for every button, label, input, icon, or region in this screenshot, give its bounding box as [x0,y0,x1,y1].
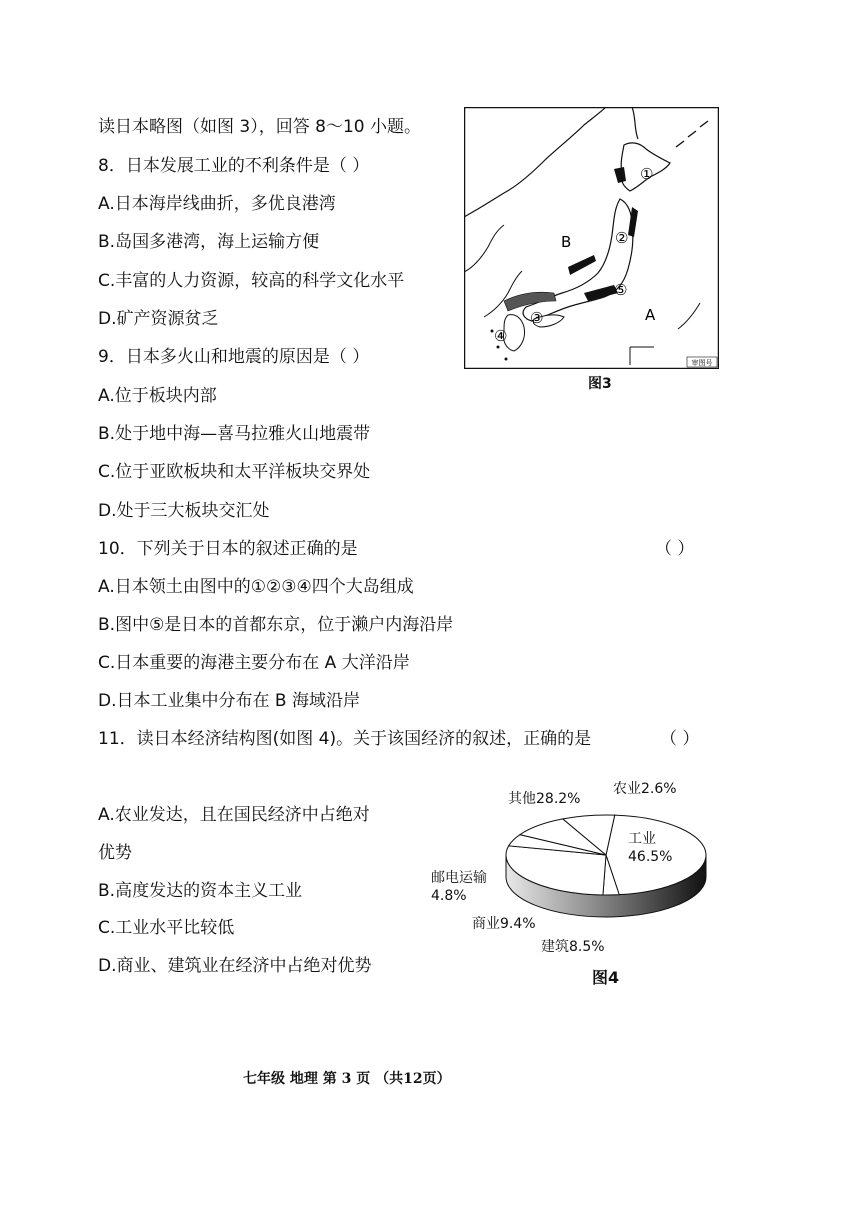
intro-text: 读日本略图（如图 3），回答 8～10 小题。 [98,117,421,137]
small-island [505,358,508,361]
question-11-answer-paren: （ ） [660,729,700,749]
question-10-option-c: C.日本重要的海港主要分布在 A 大洋沿岸 [98,653,410,673]
map-label-b: B [561,233,572,251]
question-10-option-d: D.日本工业集中分布在 B 海域沿岸 [98,691,360,711]
pie-label-industry-name: 工业 [628,831,656,847]
pie-label-agriculture: 农业2.6% [613,781,677,797]
pie-caption: 图4 [592,968,620,987]
map-label-a: A [645,306,656,324]
question-11-stem: 11．读日本经济结构图(如图 4)。关于该国经济的叙述，正确的是 [98,729,592,749]
question-10-option-a: A.日本领土由图中的①②③④四个大岛组成 [98,577,414,597]
map-marker-3: ③ [530,309,544,327]
question-11-option-b: B.高度发达的资本主义工业 [98,881,303,901]
question-8-option-c: C.丰富的人力资源，较高的科学文化水平 [98,271,405,291]
question-11-option-c: C.工业水平比较低 [98,918,235,938]
question-11-option-a-cont: 优势 [98,843,132,863]
question-8-stem: 8．日本发展工业的不利条件是（ ） [98,156,370,176]
map-marker-5: ⑤ [614,281,628,299]
question-11-option-a: A.农业发达，且在国民经济中占绝对 [98,805,370,825]
pie-label-construction: 建筑8.5% [541,939,605,955]
question-8-option-d: D.矿产资源贫乏 [98,309,219,329]
map-marker-2: ② [615,229,629,247]
question-10-option-b: B.图中⑤是日本的首都东京，位于濑户内海沿岸 [98,615,454,635]
question-10-stem: 10．下列关于日本的叙述正确的是 [98,539,358,559]
map-marker-1: ① [640,165,654,183]
pie-label-post-name: 邮电运输 [431,870,487,886]
small-island [497,346,500,349]
pie-top-face [506,815,706,895]
question-10-answer-paren: （ ） [655,539,695,559]
question-8-option-a: A.日本海岸线曲折，多优良港湾 [98,194,336,214]
pie-label-commerce: 商业9.4% [472,916,536,932]
pie-label-other: 其他28.2% [508,791,581,807]
japan-map [464,107,719,369]
question-9-stem: 9．日本多火山和地震的原因是（ ） [98,347,370,367]
question-9-option-c: C.位于亚欧板块和太平洋板块交界处 [98,462,371,482]
page-footer: 七年级 地理 第 3 页 （共12页） [243,1071,451,1087]
question-8-option-b: B.岛国多港湾，海上运输方便 [98,232,320,252]
question-9-option-a: A.位于板块内部 [98,386,217,406]
map-caption: 图3 [588,376,612,392]
question-11-option-d: D.商业、建筑业在经济中占绝对优势 [98,956,372,976]
pie-label-post-value: 4.8% [431,888,467,904]
map-marker-4: ④ [494,327,508,345]
map-stamp: 审图号 [691,359,713,367]
question-9-option-d: D.处于三大板块交汇处 [98,501,270,521]
question-9-option-b: B.处于地中海—喜马拉雅火山地震带 [98,424,371,444]
pie-label-industry-value: 46.5% [628,849,673,865]
